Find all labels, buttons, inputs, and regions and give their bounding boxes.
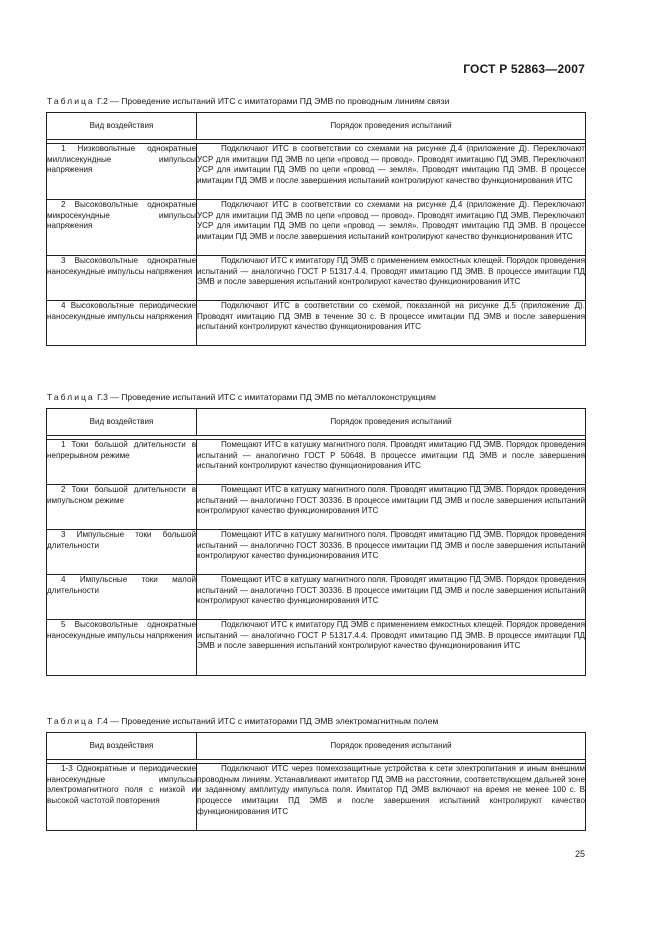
col-header-order: Порядок проведения испытаний: [197, 733, 586, 760]
row-kind: 2 Токи большой длительности в импульсном режиме: [47, 485, 196, 505]
table-g4: [46, 732, 586, 831]
row-kind: 1 Токи большой длительности в непрерывном режиме: [47, 440, 196, 460]
table-g3: [46, 408, 586, 676]
table-g4-title: Г.4 — Проведение испытаний ИТС с имитаторами ПД ЭМВ электромагнитным полем: [97, 716, 439, 726]
table-header-row: [47, 113, 586, 140]
table-g4-label: Таблица: [47, 716, 95, 726]
row-order: Помещают ИТС в катушку магнитного поля. Проводят имитацию ПД ЭМВ. Порядок проведения испытаний — аналогично ГОСТ Р 50648. В процессе имитации ПД ЭМВ и после завершения испытаний контролируют качество функционирования ИТС: [197, 440, 586, 485]
row-order: Помещают ИТС в катушку магнитного поля. Проводят имитацию ПД ЭМВ. Порядок проведения испытаний — аналогично ГОСТ 30336. В процессе имитации ПД ЭМВ и после завершения испытаний контролируют качество функционирования ИТС: [197, 530, 586, 575]
row-order: Помещают ИТС в катушку магнитного поля. Проводят имитацию ПД ЭМВ. Порядок проведения испытаний — аналогично ГОСТ 30336. В процессе имитации ПД ЭМВ и после завершения испытаний контролируют качество функционирования ИТС: [197, 485, 586, 530]
row-kind: 4 Высоковольтные периодические наносекундные импульсы напряжения: [47, 301, 196, 321]
table-row: [47, 530, 586, 575]
row-order: Подключают ИТС в соответствии со схемой, показанной на рисунке Д.5 (приложение Д). Проводят имитацию ПД ЭМВ в течение 30 с. В процессе имитации ПД ЭМВ и после завершения испытаний контролируют качество функционирования ИТС: [197, 301, 586, 346]
page-number: 25: [574, 849, 585, 859]
col-header-order: Порядок проведения испытаний: [197, 409, 586, 436]
table-row: [47, 256, 586, 301]
col-header-order: Порядок проведения испытаний: [197, 113, 586, 140]
table-g4-caption: [47, 716, 438, 726]
table-header-row: [47, 733, 586, 760]
row-kind: 1 Низковольтные однократные миллисекундные импульсы напряжения: [47, 144, 196, 175]
col-header-kind: Вид воздействия: [47, 409, 197, 436]
row-order: Подключают ИТС в соответствии со схемами на рисунке Д.4 (приложение Д). Переключают УСР для имитации ПД ЭМВ по цепи «провод — провод». Проводят имитацию ПД ЭМВ. Переключают УСР для имитации ПД ЭМВ по цепи «провод — земля». Проводят имитацию ПД ЭМВ. В процессе имитации ПД ЭМВ и после завершения испытаний контролируют качество функционирования ИТС: [197, 200, 586, 256]
row-order: Помещают ИТС в катушку магнитного поля. Проводят имитацию ПД ЭМВ. Порядок проведения испытаний — аналогично ГОСТ 30336. В процессе имитации ПД ЭМВ и после завершения испытаний контролируют качество функционирования ИТС: [197, 575, 586, 620]
row-kind: 1-3 Однократные и периодические наносекундные импульсы электромагнитного поля с низкой и высокой частотой повторения: [47, 764, 196, 806]
table-g2-title: Г.2 — Проведение испытаний ИТС с имитаторами ПД ЭМВ по проводным линиям связи: [97, 96, 450, 106]
col-header-kind: Вид воздействия: [47, 733, 197, 760]
row-order: Подключают ИТС к имитатору ПД ЭМВ с применением емкостных клещей. Порядок проведения испытаний — аналогично ГОСТ Р 51317.4.4. Проводят имитацию ПД ЭМВ. В процессе имитации ПД ЭМВ и после завершения испытаний контролируют качество функционирования ИТС: [197, 256, 586, 301]
row-kind: 5 Высоковольтные однократные наносекундные импульсы напряжения: [47, 620, 196, 640]
row-order: Подключают ИТС к имитатору ПД ЭМВ с применением емкостных клещей. Порядок проведения испытаний — аналогично ГОСТ Р 51317.4.4. Проводят имитацию ПД ЭМВ. В процессе имитации ПД ЭМВ и после завершения испытаний контролируют качество функционирования ИТС: [197, 620, 586, 676]
row-kind: 3 Высоковольтные однократные наносекундные импульсы напряжения: [47, 256, 196, 276]
table-g3-title: Г.3 — Проведение испытаний ИТС с имитаторами ПД ЭМВ по металлоконструкциям: [97, 392, 436, 402]
table-g2-label: Таблица: [47, 96, 95, 106]
row-kind: 2 Высоковольтные однократные микросекундные импульсы напряжения: [47, 200, 196, 231]
row-kind: 3 Импульсные токи большой длительности: [47, 530, 196, 550]
table-row: [47, 575, 586, 620]
col-header-kind: Вид воздействия: [47, 113, 197, 140]
table-g2-caption: [47, 96, 449, 106]
table-g3-caption: [47, 392, 436, 402]
table-row: [47, 764, 586, 831]
row-kind: 4 Импульсные токи малой длительности: [47, 575, 196, 595]
table-g3-label: Таблица: [47, 392, 95, 402]
table-g2: [46, 112, 586, 346]
row-order: Подключают ИТС через помехозащитные устройства к сети электропитания и иным внешним проводным линиям. Устанавливают имитатор ПД ЭМВ на расстоянии, соответствующем дальней зоне и заданному амплитуду импульса поля. Имитатор ПД ЭМВ включают на время не менее 100 с. В процессе имитации ПД ЭМВ и после завершения испытаний контролируют качество функционирования ИТС: [197, 764, 586, 831]
row-order: Подключают ИТС в соответствии со схемами на рисунке Д.4 (приложение Д). Переключают УСР для имитации ПД ЭМВ по цепи «провод — провод». Проводят имитацию ПД ЭМВ. Переключают УСР для имитации ПД ЭМВ по цепи «провод — земля». Проводят имитацию ПД ЭМВ. В процессе имитации ПД ЭМВ и после завершения испытаний контролируют качество функционирования ИТС: [197, 144, 586, 200]
table-row: [47, 301, 586, 346]
table-header-row: [47, 409, 586, 436]
table-row: [47, 620, 586, 676]
document-header-gost: ГОСТ Р 52863—2007: [463, 62, 585, 76]
table-row: [47, 200, 586, 256]
table-row: [47, 440, 586, 485]
table-row: [47, 485, 586, 530]
table-row: [47, 144, 586, 200]
